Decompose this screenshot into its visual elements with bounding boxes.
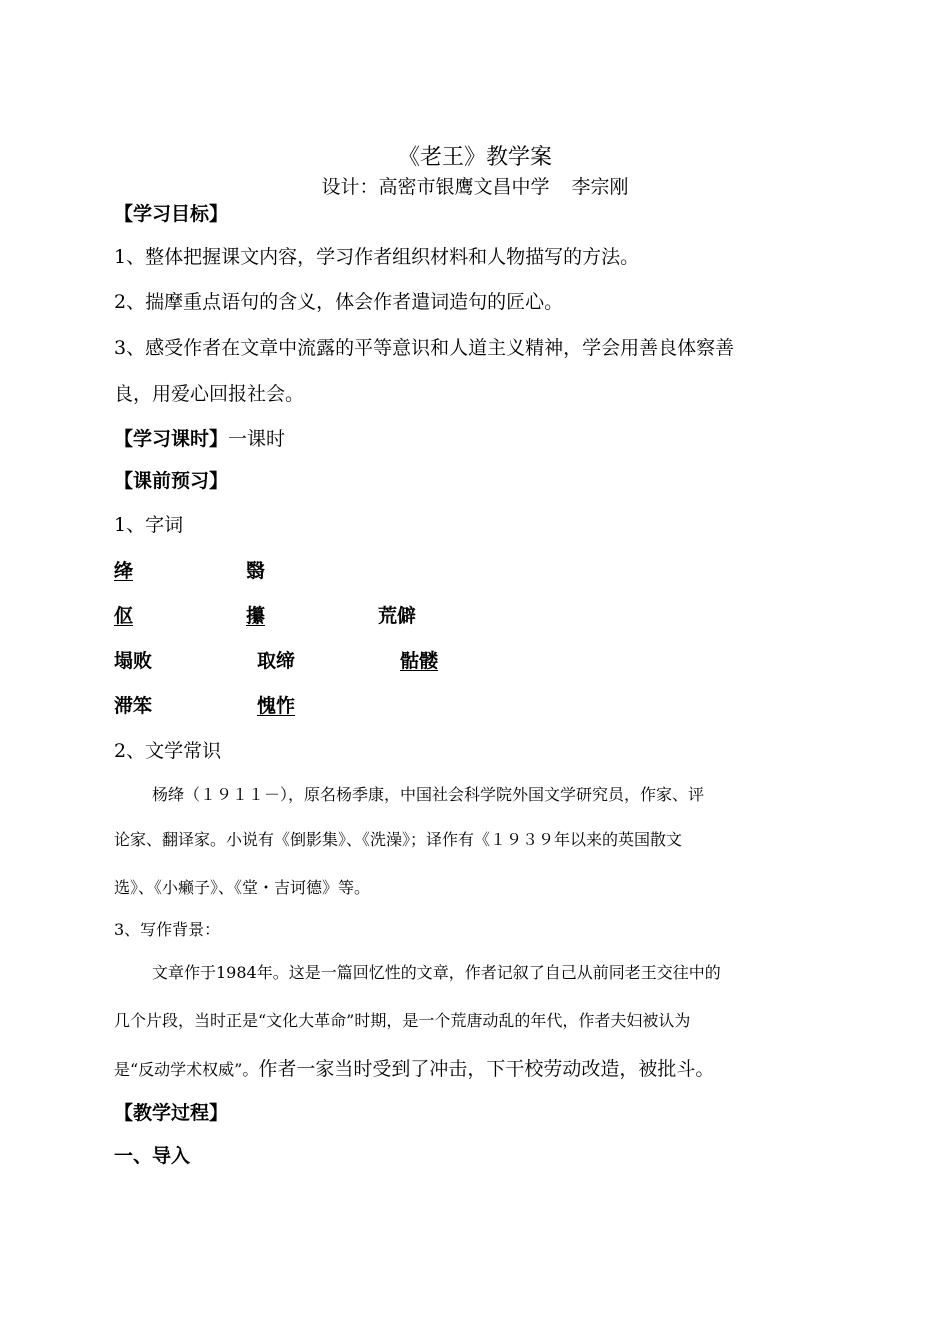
vocab-word: 滞笨 (114, 695, 153, 717)
author-name: 李宗刚 (571, 176, 629, 198)
goal-item: 2、揣摩重点语句的含义，体会作者遣词造句的匠心。 (114, 291, 564, 313)
background-text: 作者一家当时受到了冲击，下干校劳动改造，被批斗。 (258, 1058, 715, 1080)
document-subtitle (0, 172, 950, 199)
vocab-word: 骷髅 (400, 650, 439, 672)
preview-heading: 【课前预习】 (114, 470, 229, 492)
background-paragraph: 文章作于1984年。这是一篇回忆性的文章，作者记叙了自己从前同老王交往中的 (152, 963, 721, 982)
background-paragraph (114, 1054, 714, 1081)
process-heading: 【教学过程】 (114, 1102, 229, 1124)
goal-item: 3、感受作者在文章中流露的平等意识和人道主义精神，学会用善良体察善 (114, 337, 735, 359)
vocab-word: 翳 (246, 560, 266, 582)
goal-item: 1、整体把握课文内容，学习作者组织材料和人物描写的方法。 (114, 246, 640, 268)
designer-label: 设计：高密市银鹰文昌中学 (321, 176, 550, 198)
literature-heading: 2、文学常识 (114, 740, 222, 762)
goal-item-continued: 良，用爱心回报社会。 (114, 383, 305, 405)
vocab-word: 取缔 (257, 650, 296, 672)
intro-heading: 一、导入 (114, 1145, 191, 1167)
background-text: 是“反动学术权威”。 (114, 1060, 259, 1079)
vocab-word: 绛 (114, 560, 134, 582)
literature-paragraph: 选》、《小癞子》、《堂・吉诃德》等。 (114, 878, 371, 897)
background-heading: 3、写作背景： (114, 920, 221, 939)
goals-heading: 【学习目标】 (114, 203, 229, 225)
hours-line (114, 424, 285, 451)
literature-paragraph: 论家、翻译家。小说有《倒影集》、《洗澡》；译作有《１９３９年以来的英国散文 (114, 830, 683, 849)
document-title: 《老王》教学案 (397, 145, 552, 170)
vocab-word: 荒僻 (378, 605, 417, 627)
words-heading: 1、字词 (114, 514, 184, 536)
vocab-word: 伛 (114, 605, 134, 627)
hours-value: 一课时 (228, 428, 286, 450)
vocab-word: 塌败 (114, 650, 153, 672)
literature-paragraph: 杨绛（１９１１－），原名杨季康，中国社会科学院外国文学研究员，作家、评 (152, 785, 705, 804)
hours-heading: 【学习课时】 (114, 428, 229, 450)
vocab-word: 攥 (246, 605, 266, 627)
vocab-word: 愧怍 (257, 695, 296, 717)
background-paragraph: 几个片段，当时正是“文化大革命”时期，是一个荒唐动乱的年代，作者夫妇被认为 (114, 1011, 691, 1030)
